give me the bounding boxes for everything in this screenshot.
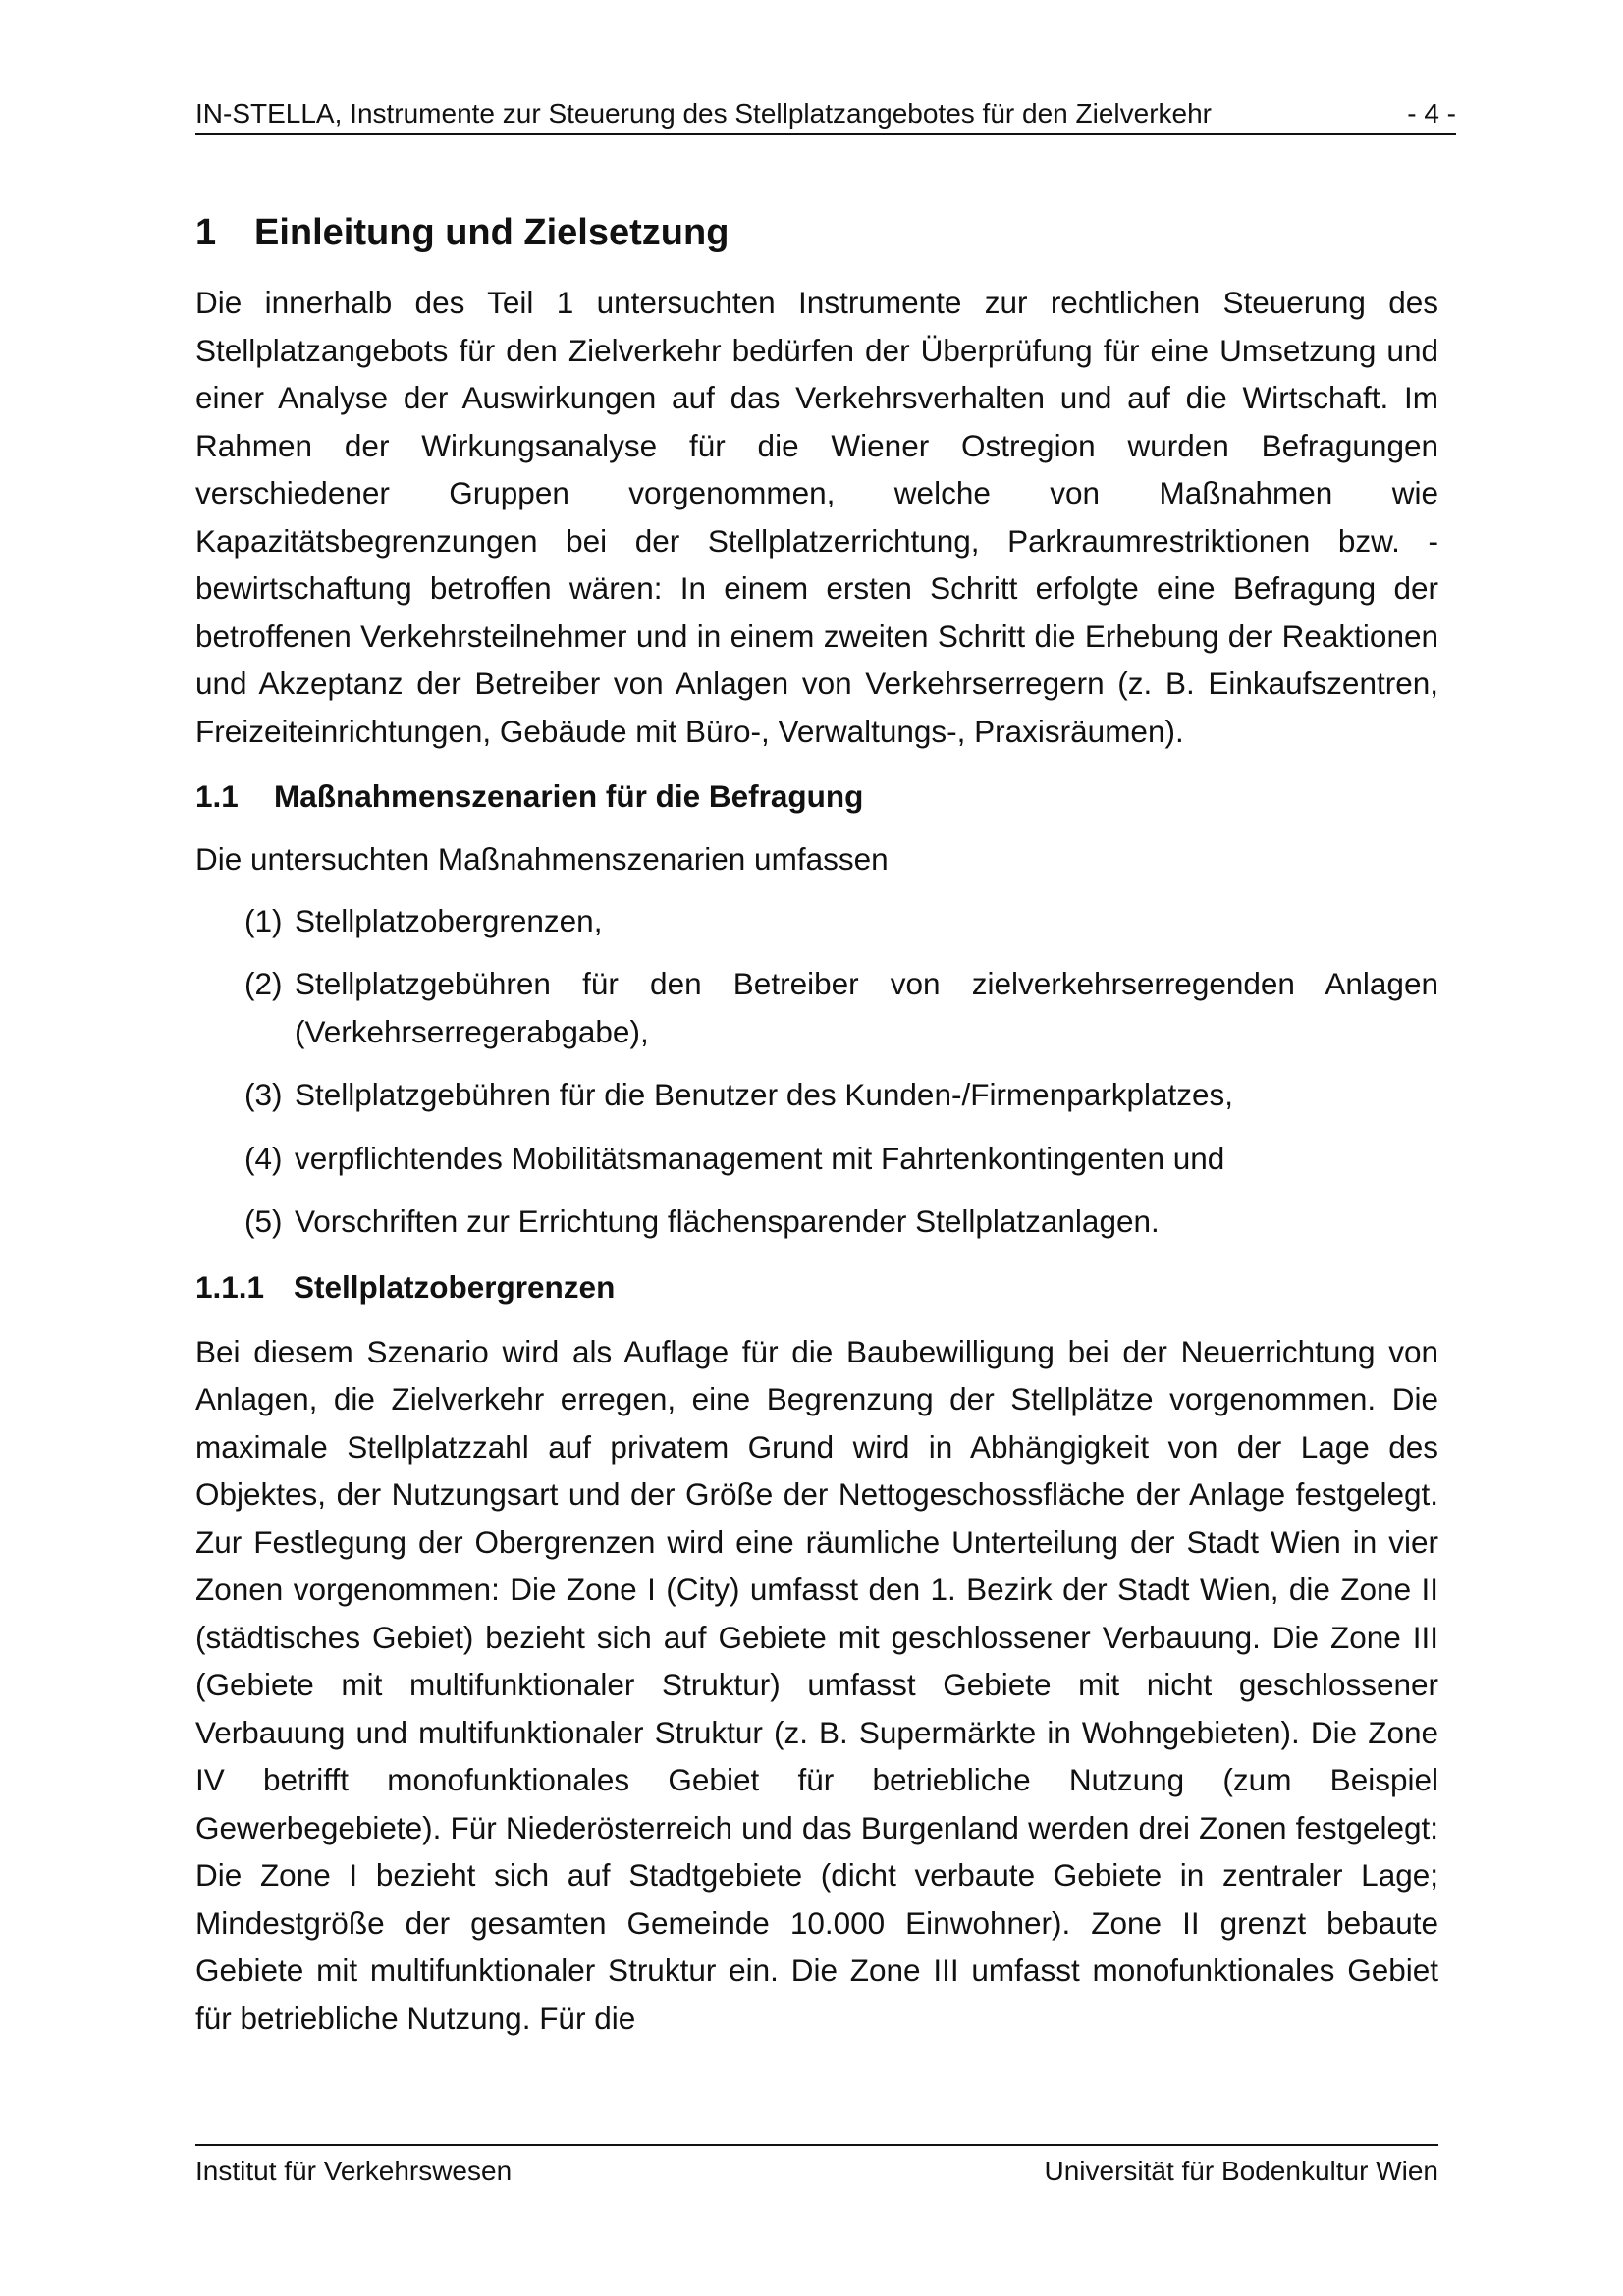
section-heading-1-1-1 (195, 1263, 1438, 1310)
list-marker: (1) (244, 902, 283, 938)
subsection-title: Maßnahmenszenarien für die Befragung (274, 778, 864, 814)
subsection-number: 1.1 (195, 778, 239, 814)
page-content (195, 206, 1438, 2042)
footer-university: Universität für Bodenkultur Wien (1044, 2156, 1438, 2186)
subsection-intro: Die untersuchten Maßnahmenszenarien umfassen (195, 841, 889, 877)
section-heading-1 (195, 206, 1438, 259)
subsubsection-paragraph: Bei diesem Szenario wird als Auflage für die Baubewilligung bei der Neuerrichtung von Anlagen, die Zielverkehr erregen, eine Begrenzung der Stellplätze vorgenommen. Die maximale Stellplatzzahl auf privatem Grund wird in Abhängigkeit von der Lage des Objektes, der Nutzungsart und der Größe der Nettogeschossfläche der Anlage festgelegt. Zur Festlegung der Obergrenzen wird eine räumliche Unterteilung der Stadt Wien in vier Zonen vorgenommen: Die Zone I (City) umfasst den 1. Bezirk der Stadt Wien, die Zone II (städtisches Gebiet) bezieht sich auf Gebiete mit geschlossener Verbauung. Die Zone III (Gebiete mit multifunktionaler Struktur) umfasst Gebiete mit nicht geschlossener Verbauung und multifunktionaler Struktur (z. B. Supermärkte in Wohngebieten). Die Zone IV betrifft monofunktionales Gebiet für betriebliche Nutzung (zum Beispiel Gewerbegebiete). Für Niederösterreich und das Burgenland werden drei Zonen festgelegt: Die Zone I bezieht sich auf Stadtgebiete (dicht verbaute Gebiete in zentraler Lage; Mindestgröße der gesamten Gemeinde 10.000 Einwohner). Zone II grenzt bebaute Gebiete mit multifunktionaler Struktur ein. Die Zone III umfasst monofunktionales Gebiet für betriebliche Nutzung. Für die (195, 1333, 1438, 2036)
subsubsection-title: Stellplatzobergrenzen (294, 1268, 616, 1305)
list-marker: (4) (244, 1140, 283, 1176)
running-header (195, 96, 1456, 135)
scenario-list (195, 897, 1438, 1246)
section-heading-1-1 (195, 773, 1438, 820)
list-item-text: Stellplatzgebühren für den Betreiber von zielverkehrserregenden Anlagen (Verkehrserregerabgabe), (295, 966, 1438, 1049)
subsubsection-number: 1.1.1 (195, 1268, 265, 1305)
running-footer (195, 2144, 1438, 2189)
list-item-text: verpflichtendes Mobilitätsmanagement mit Fahrtenkontingenten und (295, 1140, 1225, 1176)
list-marker: (5) (244, 1203, 283, 1239)
list-marker: (2) (244, 966, 283, 1001)
list-marker: (3) (244, 1077, 283, 1112)
list-item (244, 1135, 1438, 1183)
section-title: Einleitung und Zielsetzung (254, 212, 730, 253)
header-title: IN-STELLA, Instrumente zur Steuerung des Stellplatzangebotes für den Zielverkehr (195, 98, 1212, 129)
list-item (244, 1198, 1438, 1246)
list-item-text: Vorschriften zur Errichtung flächensparender Stellplatzanlagen. (295, 1203, 1160, 1239)
list-item (244, 960, 1438, 1055)
section-number: 1 (195, 212, 217, 253)
list-item-text: Stellplatzgebühren für die Benutzer des Kunden-/Firmenparkplatzes, (295, 1077, 1234, 1112)
list-item (244, 897, 1438, 945)
section-paragraph: Die innerhalb des Teil 1 untersuchten Instrumente zur rechtlichen Steuerung des Stellplatzangebots für den Zielverkehr bedürfen der Überprüfung für eine Umsetzung und einer Analyse der Auswirkungen auf das Verkehrsverhalten und auf die Wirtschaft. Im Rahmen der Wirkungsanalyse für die Wiener Ostregion wurden Befragungen verschiedener Gruppen vorgenommen, welche von Maßnahmen wie Kapazitätsbegrenzungen bei der Stellplatzerrichtung, Parkraumrestriktionen bzw. -bewirtschaftung betroffen wären: In einem ersten Schritt erfolgte eine Befragung der betroffenen Verkehrsteilnehmer und in einem zweiten Schritt die Erhebung der Reaktionen und Akzeptanz der Betreiber von Anlagen von Verkehrserregern (z. B. Einkaufszentren, Freizeiteinrichtungen, Gebäude mit Büro-, Verwaltungs-, Praxisräumen). (195, 285, 1438, 749)
footer-institute: Institut für Verkehrswesen (195, 2156, 513, 2186)
list-item (244, 1071, 1438, 1119)
page-number: - 4 - (1407, 98, 1456, 129)
list-item-text: Stellplatzobergrenzen, (295, 902, 603, 938)
